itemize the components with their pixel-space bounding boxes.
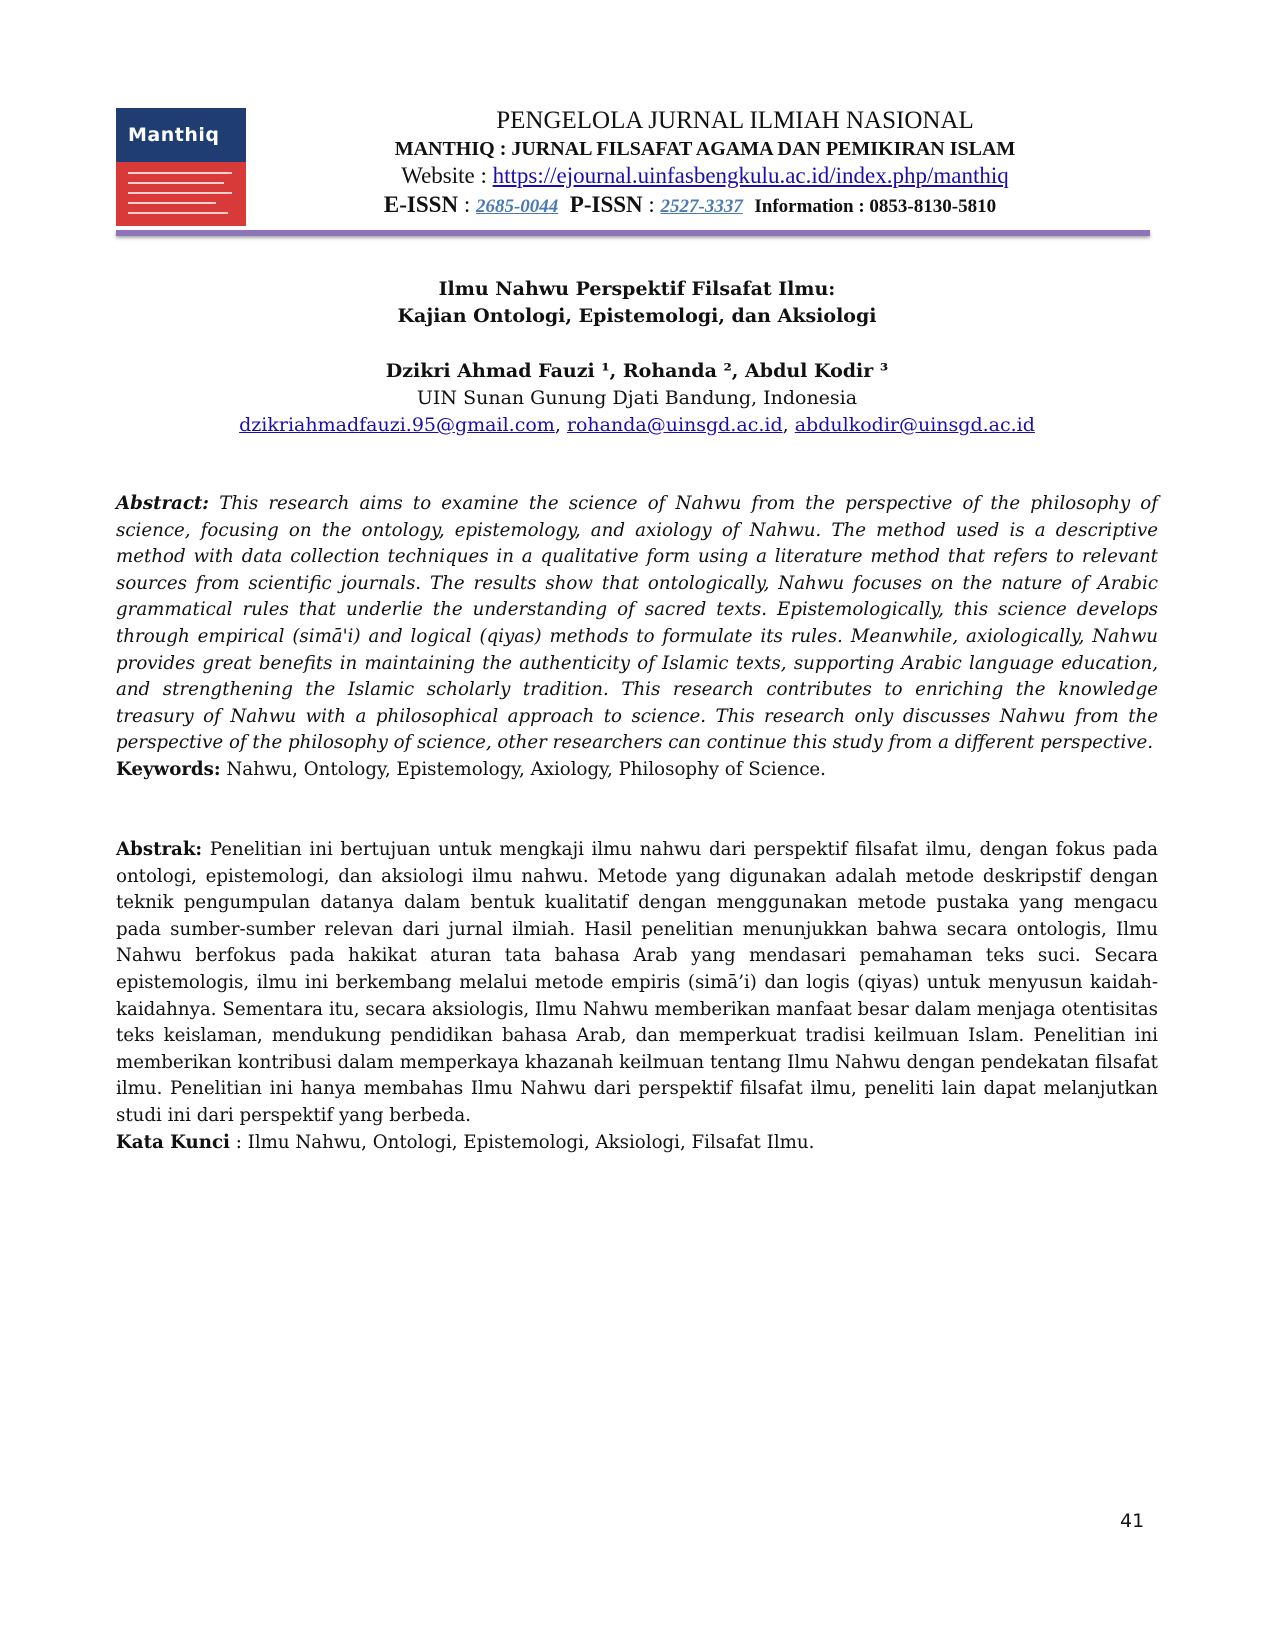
email-link-3[interactable]: abdulkodir@uinsgd.ac.id (794, 414, 1035, 436)
email-separator: , (554, 414, 567, 436)
page-number: 41 (1120, 1510, 1145, 1532)
cover-decoration (128, 172, 232, 174)
abstrak-label: Abstrak: (116, 839, 203, 860)
keywords-label: Keywords: (116, 758, 221, 780)
pissn-link[interactable]: 2527-3337 (660, 196, 743, 217)
publisher-line: PENGELOLA JURNAL ILMIAH NASIONAL (496, 107, 974, 134)
abstrak-text: Penelitian ini bertujuan untuk mengkaji ilmu nahwu dari perspektif filsafat ilmu, dengan fokus pada ontologi, epistemologi, dan aksiologi ilmu nahwu. Metode yang digunakan adalah metode deskripstif dengan teknik pengumpulan datanya dalam bentuk kualitatif dengan menggunakan metode pustaka yang mengacu pada sumber-sumber relevan dari jurnal ilmiah. Hasil penelitian menunjukkan bahwa secara ontologis, Ilmu Nahwu berfokus pada hakikat aturan tata bahasa Arab yang mendasari pemahaman teks suci. Secara epistemologis, ilmu ini berkembang melalui metode empiris (simā’i) dan logis (qiyas) untuk menyusun kaidah-kaidahnya. Sementara itu, secara aksiologis, Ilmu Nahwu memberikan manfaat besar dalam menjaga otentisitas teks keislaman, mendukung pendidikan bahasa Arab, dan memperkuat tradisi keilmuan Islam. Penelitian ini memberikan kontribusi dalam memperkaya khazanah keilmuan tentang Ilmu Nahwu dengan pendekatan filsafat ilmu. Penelitian ini hanya membahas Ilmu Nahwu dari perspektif filsafat ilmu, peneliti lain dapat melanjutkan studi ini dari perspektif yang berbeda. (116, 839, 1158, 1126)
title-line-2: Kajian Ontologi, Epistemologi, dan Aksiologi (397, 305, 877, 327)
author-block (116, 358, 1158, 439)
title-line-1: Ilmu Nahwu Perspektif Filsafat Ilmu: (438, 278, 836, 300)
keywords-text: Nahwu, Ontology, Epistemology, Axiology, Philosophy of Science. (226, 758, 826, 780)
affiliation: UIN Sunan Gunung Djati Bandung, Indonesia (416, 387, 858, 409)
info-line: Information : 0853-8130-5810 (754, 196, 997, 217)
cover-decoration (128, 192, 232, 194)
email-link-1[interactable]: dzikriahmadfauzi.95@gmail.com (239, 414, 555, 436)
author-emails (116, 412, 1158, 439)
cover-title: Manthiq (128, 124, 220, 146)
keywords-line (116, 757, 1158, 784)
email-separator: , (782, 414, 795, 436)
website-link[interactable]: https://ejournal.uinfasbengkulu.ac.id/index.php/manthiq (492, 163, 1009, 188)
kata-kunci-text: : Ilmu Nahwu, Ontologi, Epistemologi, Aksiologi, Filsafat Ilmu. (229, 1131, 815, 1153)
cover-decoration (128, 212, 228, 214)
abstract-label: Abstract: (116, 493, 210, 514)
website-line (265, 162, 1145, 190)
abstract-english (116, 491, 1158, 784)
header-divider (116, 230, 1150, 236)
abstract-text: This research aims to examine the science of Nahwu from the perspective of the philosophy of science, focusing on the ontology, epistemology, and axiology of Nahwu. The method used is a descriptive method with data collection techniques in a qualitative form using a literature method that refers to relevant sources from scientific journals. The results show that ontologically, Nahwu focuses on the nature of Arabic grammatical rules that underlie the understanding of sacred texts. Epistemologically, this science develops through empirical (simā'i) and logical (qiyas) methods to formulate its rules. Meanwhile, axiologically, Nahwu provides great benefits in maintaining the authenticity of Islamic texts, supporting Arabic language education, and strengthening the Islamic scholarly tradition. This research contributes to enriching the knowledge treasury of Nahwu with a philosophical approach to science. This research only discusses Nahwu from the perspective of the philosophy of science, other researchers can continue this study from a different perspective. (116, 493, 1158, 754)
email-link-2[interactable]: rohanda@uinsgd.ac.id (566, 414, 783, 436)
article-title (116, 276, 1158, 330)
abstract-paragraph (116, 491, 1158, 757)
pissn-label: P-ISSN (569, 192, 643, 217)
eissn-link[interactable]: 2685-0044 (475, 196, 559, 217)
journal-masthead (265, 106, 1145, 222)
journal-cover-image (116, 108, 246, 226)
cover-decoration (128, 182, 224, 184)
kata-kunci-label: Kata Kunci (116, 1131, 230, 1153)
abstrak-paragraph (116, 837, 1158, 1130)
author-names: Dzikri Ahmad Fauzi ¹, Rohanda ², Abdul Kodir ³ (385, 360, 889, 382)
issn-line: E-ISSN : 2685-0044 P-ISSN : 2527-3337 Information : 0853-8130-5810 (383, 192, 997, 217)
abstract-indonesian (116, 837, 1158, 1156)
eissn-label: E-ISSN (383, 192, 459, 217)
kata-kunci-line (116, 1130, 1158, 1157)
cover-decoration (128, 202, 216, 204)
journal-name: MANTHIQ : JURNAL FILSAFAT AGAMA DAN PEMIKIRAN ISLAM (394, 138, 1016, 160)
website-label: Website : (401, 163, 493, 188)
